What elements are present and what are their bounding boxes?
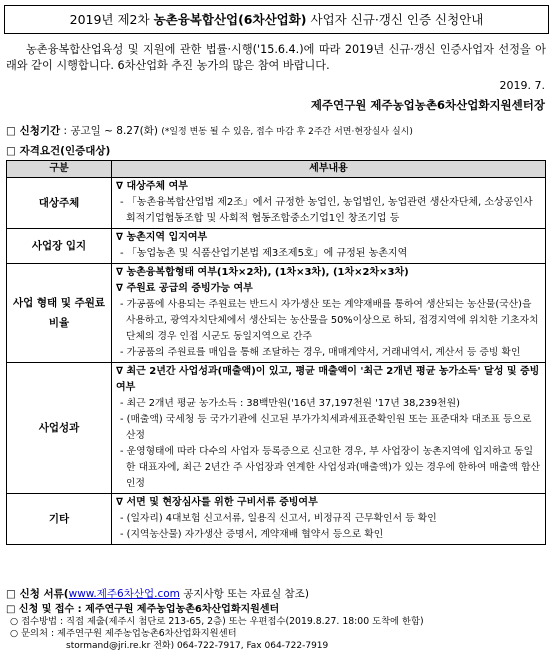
- row-details: [112, 264, 546, 363]
- inquiry-office: ○ 문의처 : 제주연구원 제주농업농촌6차산업화지원센터: [10, 628, 237, 639]
- website-link[interactable]: www.제주6차산업.com: [68, 588, 180, 600]
- detail-line: ∇ 주원료 공급의 증빙가능 여부: [116, 283, 253, 294]
- detail-line: ∇ 최근 2년간 사업성과(매출액)이 있고, 평균 매출액이 '최근 2개년 평균 농가소득' 달성 및 증빙여부: [116, 366, 540, 393]
- detail-line: ∇ 대상주체 여부: [116, 181, 188, 192]
- table-row: [7, 264, 546, 363]
- detail-line: ∇ 농촌융복합형태 여부(1차×2차), (1차×3차), (1차×2차×3차): [116, 267, 409, 278]
- row-label: 사업장 입지: [7, 229, 112, 264]
- detail-line: - 운영형태에 따라 다수의 사업자 등록증으로 신고한 경우, 부 사업장이 농촌지역에 입지하고 동일한 대표자에, 최근 2년간 주 사업장과 연계한 사업성과(매출액)가 있는 경우에 한하여 매출액 합산 인정: [120, 446, 540, 489]
- row-label: 대상주체: [7, 178, 112, 229]
- notice-date: 2019. 7.: [499, 79, 545, 92]
- contact-heading: □ 신청 및 접수 : 제주연구원 제주농업농촌6차산업화지원센터: [6, 604, 280, 615]
- detail-line: ∇ 서면 및 현장심사를 위한 구비서류 증빙여부: [116, 497, 318, 508]
- detail-line: - (일자리) 4대보험 신고서류, 일용직 신고서, 비정규직 근무확인서 등 확인: [120, 513, 437, 524]
- table-row: [7, 494, 546, 545]
- detail-line: - 「농촌융복합산업법 제2조」에서 규정한 농업인, 농업법인, 농업관련 생산자단체, 소상공인사회적기업협동조합 및 사회적 협동조합중소기업1인 창조기업 등: [120, 197, 533, 224]
- row-details: [112, 494, 546, 545]
- contact-details: stormand@jri.re.kr 전화) 064-722-7917, Fax 064-722-7919: [66, 641, 329, 651]
- period-label: □ 신청기간: [6, 125, 61, 137]
- row-details: [112, 178, 546, 229]
- detail-line: - 가공품의 주원료를 매입을 통해 조달하는 경우, 매매계약서, 거래내역서, 계산서 등 증빙 확인: [120, 347, 521, 358]
- table-row: [7, 229, 546, 264]
- requirements-heading: □ 자격요건(인증대상): [6, 145, 111, 157]
- row-label: 기타: [7, 494, 112, 545]
- requirements-table: [6, 160, 546, 545]
- application-period: □ 신청기간 : 공고일 ~ 8.27(화) (*일정 변동 될 수 있음, 접수 마감 후 2주간 서면·현장실사 실시): [6, 125, 413, 137]
- contact-info: [6, 604, 424, 652]
- column-header-details: 세부내용: [112, 161, 546, 178]
- detail-line: - 최근 2개년 평균 농가소득 : 38백만원('16년 37,197천원 '17년 38,239천원): [120, 398, 460, 409]
- row-label: 사업성과: [7, 363, 112, 494]
- title-suffix: 사업자 신규·갱신 인증 신청안내: [306, 12, 484, 27]
- title-bold: 농촌융복합산업(6차산업화): [153, 12, 307, 27]
- detail-line: - 가공품에 사용되는 주원료는 반드시 자가생산 또는 계약재배를 통하여 생산되는 농산물(국산)을 사용하고, 광역자치단체에서 생산되는 농산물을 50%이상으로 하되, 접경지역에 위치한 기초자치단체의 경우 인접 시군도 동일지역으로 간주: [120, 299, 539, 342]
- docs-prefix: □ 신청 서류(: [6, 588, 69, 600]
- detail-line: - (지역농산물) 자가생산 증명서, 계약재배 협약서 등으로 확인: [120, 529, 384, 540]
- issuing-organization: 제주연구원 제주농업농촌6차산업화지원센터장: [310, 98, 545, 112]
- period-value: : 공고일 ~ 8.27(화): [60, 125, 162, 137]
- row-label: 사업 형태 및 주원료 비율: [7, 264, 112, 363]
- title-prefix: 2019년 제2차: [69, 12, 154, 27]
- table-header-row: [7, 161, 546, 178]
- row-details: [112, 229, 546, 264]
- period-note: *일정 변동 될 수 있음, 접수 마감 후 2주간 서면·현장실사 실시: [164, 127, 410, 137]
- table-row: [7, 178, 546, 229]
- docs-suffix: 공지사항 또는 자료실 참조): [179, 588, 309, 600]
- intro-paragraph: 농촌융복합산업육성 및 지원에 관한 법률·시행('15.6.4.)에 따라 2019년 신규·갱신 인증사업자 선정을 아래와 같이 시행합니다. 6차산업화 추진 농가의 많은 참여 바랍니다.: [6, 43, 546, 72]
- detail-line: - 「농업농촌 및 식품산업기본법 제3조제5호」에 규정된 농촌지역: [120, 248, 408, 259]
- required-documents: [6, 586, 309, 601]
- notice-title: [4, 5, 549, 34]
- row-details: [112, 363, 546, 494]
- submission-method: ○ 접수방법 : 직접 제출(제주시 첨단로 213-65, 2층) 또는 우편접수(2019.8.27. 18:00 도착에 한함): [10, 616, 424, 627]
- table-row: [7, 363, 546, 494]
- detail-line: - (매출액) 국세청 등 국가기관에 신고된 부가가치세과세표준확인원 또는 표준대차 대조표 등으로 산정: [120, 414, 532, 441]
- detail-line: ∇ 농촌지역 입지여부: [116, 232, 208, 243]
- column-header-category: 구분: [7, 161, 112, 178]
